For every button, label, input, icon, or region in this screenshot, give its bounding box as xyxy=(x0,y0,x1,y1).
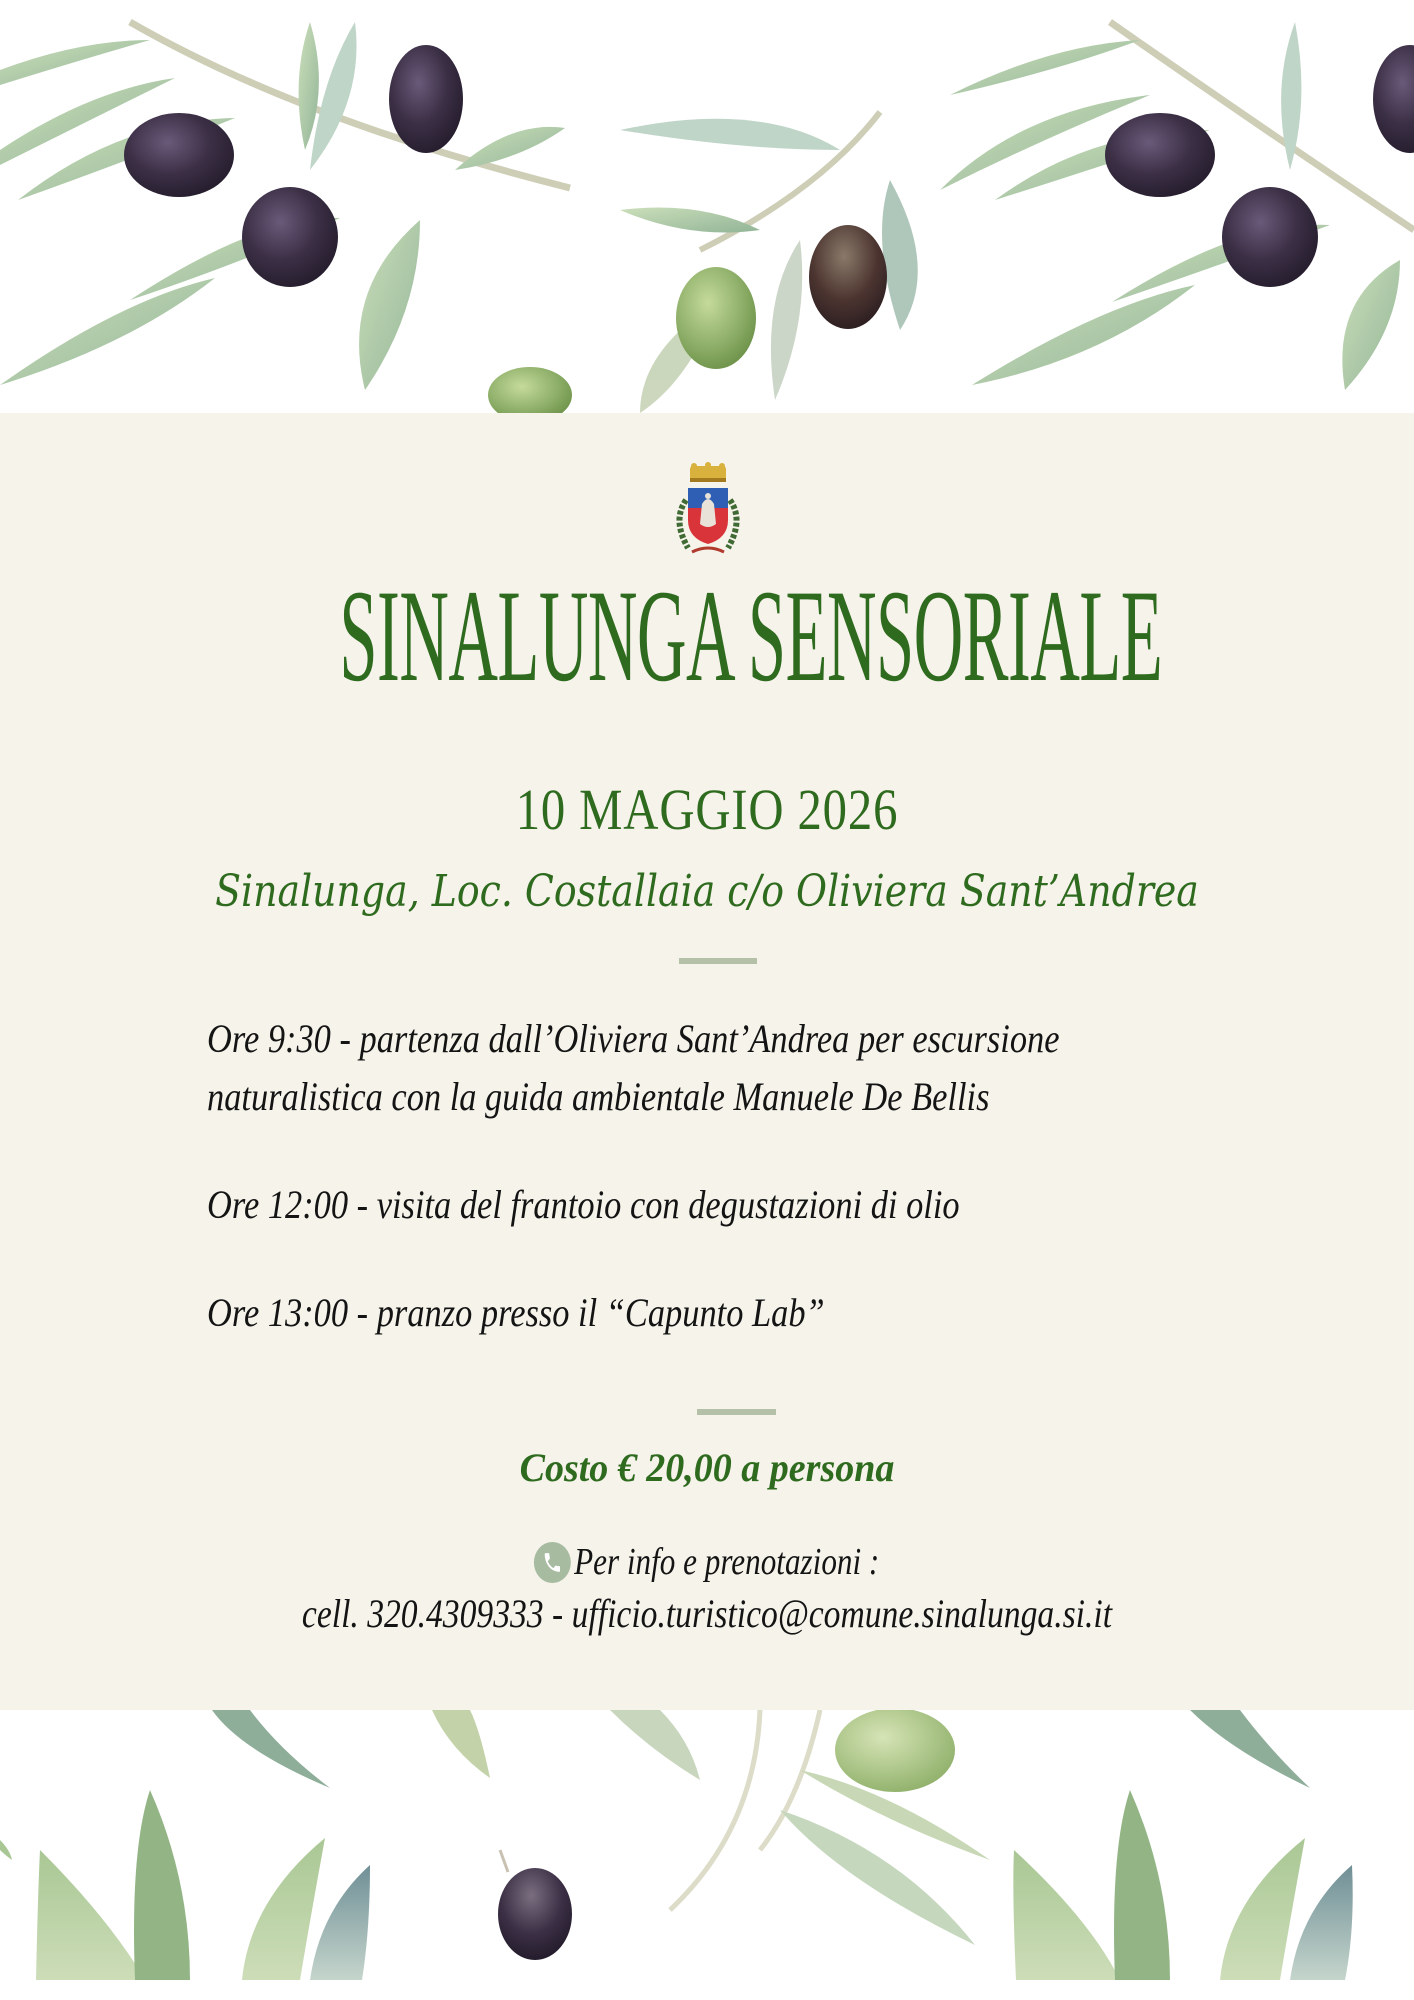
olive-branch-icon xyxy=(0,0,1414,413)
event-location: Sinalunga, Loc. Costallaia c/o Oliviera Sant’Andrea xyxy=(215,866,1199,917)
schedule-item-text: Ore 9:30 - partenza dall’Oliviera Sant’Andrea per escursione xyxy=(207,1016,1060,1061)
olive-leaves-icon xyxy=(0,1710,1414,2000)
schedule-item-text: Ore 12:00 - visita del frantoio con degustazioni di olio xyxy=(207,1182,960,1227)
olive-branches-top-decoration xyxy=(0,0,1414,413)
olive-branches-bottom-decoration xyxy=(0,1710,1414,2000)
schedule-item xyxy=(207,1176,1110,1234)
contact-details: cell. 320.4309333 - ufficio.turistico@comune.sinalunga.si.it xyxy=(301,1591,1113,1636)
event-title: SINALUNGA SENSORIALE xyxy=(339,562,1163,709)
schedule-item-text: Ore 13:00 - pranzo presso il “Capunto Lab” xyxy=(207,1290,825,1335)
schedule-item-text: naturalistica con la guida ambientale Manuele De Bellis xyxy=(207,1074,990,1119)
divider xyxy=(697,1409,776,1415)
event-date: 10 MAGGIO 2026 xyxy=(515,777,899,842)
contact-heading-text: Per info e prenotazioni : xyxy=(574,1541,880,1583)
schedule-item xyxy=(207,1284,1110,1342)
schedule-item xyxy=(207,1010,1110,1126)
schedule-list xyxy=(207,1010,1257,1392)
phone-icon xyxy=(534,1542,571,1583)
price-text: Costo € 20,00 a persona xyxy=(519,1445,895,1490)
divider xyxy=(679,958,757,964)
coat-of-arms-icon xyxy=(658,460,758,565)
